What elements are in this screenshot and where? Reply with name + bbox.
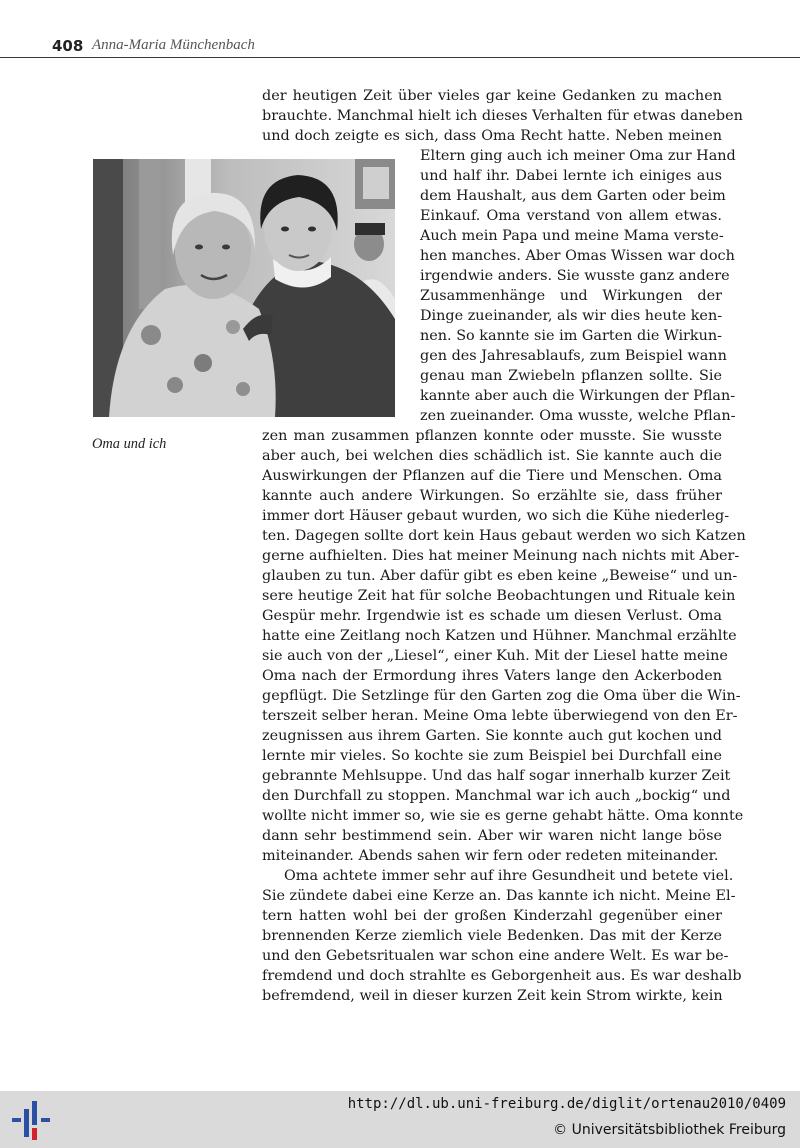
text-line: miteinander. Abends sahen wir fern oder redeten miteinander.: [262, 848, 719, 864]
footer-bar: [0, 1091, 800, 1148]
text-line: fremdend und doch strahlte es Geborgenheit aus. Es war deshalb: [262, 968, 742, 984]
text-line: Auswirkungen der Pflanzen auf die Tiere und Menschen. Oma: [262, 468, 722, 484]
text-line: befremdend, weil in dieser kurzen Zeit kein Strom wirkte, kein: [262, 988, 723, 1004]
text-line: Eltern ging auch ich meiner Oma zur Hand: [420, 148, 736, 164]
page-number: 408: [52, 37, 84, 55]
text-line: den Durchfall zu stoppen. Manchmal war ich auch „bockig“ und: [262, 788, 731, 804]
paragraph-first-line: Oma achtete immer sehr auf ihre Gesundheit und betete viel.: [284, 868, 734, 884]
text-line: gen des Jahresablaufs, zum Beispiel wann: [420, 348, 727, 364]
text-line: glauben zu tun. Aber dafür gibt es eben keine „Beweise“ und un-: [262, 568, 738, 584]
text-line: kannte aber auch die Wirkungen der Pflan-: [420, 388, 736, 404]
text-line: brauchte. Manchmal hielt ich dieses Verhalten für etwas daneben: [262, 108, 743, 124]
text-line: gebrannte Mehlsuppe. Und das half sogar innerhalb kurzer Zeit: [262, 768, 731, 784]
text-line: Gespür mehr. Irgendwie ist es schade um diesen Verlust. Oma: [262, 608, 722, 624]
source-url-link[interactable]: http://dl.ub.uni-freiburg.de/diglit/ortenau2010/0409: [347, 1096, 786, 1112]
text-line: ten. Dagegen sollte dort kein Haus gebaut werden wo sich Katzen: [262, 528, 746, 544]
text-line: und doch zeigte es sich, dass Oma Recht hatte. Neben meinen: [262, 128, 722, 144]
text-line: hatte eine Zeitlang noch Katzen und Hühner. Manchmal erzählte: [262, 628, 737, 644]
text-line: der heutigen Zeit über vieles gar keine Gedanken zu machen: [262, 88, 722, 104]
text-line: terszeit selber heran. Meine Oma lebte überwiegend von den Er-: [262, 708, 738, 724]
text-line: sie auch von der „Liesel“, einer Kuh. Mit der Liesel hatte meine: [262, 648, 728, 664]
text-line: und half ihr. Dabei lernte ich einiges aus: [420, 168, 722, 184]
copyright-notice: © Universitätsbibliothek Freiburg: [553, 1122, 786, 1138]
text-line: zeugnissen aus ihrem Garten. Sie konnte auch gut kochen und: [262, 728, 722, 744]
page-header: [0, 0, 800, 60]
text-line: Zusammenhänge und Wirkungen der: [420, 288, 722, 304]
text-line: wollte nicht immer so, wie sie es gerne gehabt hätte. Oma konnte: [262, 808, 744, 824]
text-line: kannte auch andere Wirkungen. So erzählte sie, dass früher: [262, 488, 722, 504]
text-line: irgendwie anders. Sie wusste ganz andere: [420, 268, 730, 284]
text-line: zen zueinander. Oma wusste, welche Pflan-: [420, 408, 736, 424]
text-line: Dinge zueinander, als wir dies heute ken-: [420, 308, 723, 324]
text-line: hen manches. Aber Omas Wissen war doch: [420, 248, 735, 264]
figure-caption: Oma und ich: [92, 436, 167, 452]
text-line: dann sehr bestimmend sein. Aber wir waren nicht lange böse: [262, 828, 722, 844]
text-line: nen. So kannte sie im Garten die Wirkun-: [420, 328, 723, 344]
text-line: brennenden Kerze ziemlich viele Bedenken. Das mit der Kerze: [262, 928, 722, 944]
text-line: dem Haushalt, aus dem Garten oder beim: [420, 188, 726, 204]
text-line: tern hatten wohl bei der großen Kinderzahl gegenüber einer: [262, 908, 722, 924]
text-line: genau man Zwiebeln pflanzen sollte. Sie: [420, 368, 722, 384]
text-line: Einkauf. Oma verstand von allem etwas.: [420, 208, 722, 224]
text-line: gepflügt. Die Setzlinge für den Garten zog die Oma über die Win-: [262, 688, 741, 704]
text-line: immer dort Häuser gebaut wurden, wo sich die Kühe niederleg-: [262, 508, 730, 524]
ub-freiburg-logo-icon[interactable]: [10, 1097, 52, 1143]
text-line: Auch mein Papa und meine Mama verste-: [420, 228, 724, 244]
text-line: und den Gebetsritualen war schon eine andere Welt. Es war be-: [262, 948, 729, 964]
text-line: Oma nach der Ermordung ihres Vaters lange den Ackerboden: [262, 668, 722, 684]
running-head: Anna-Maria Münchenbach: [92, 37, 255, 53]
header-rule: [0, 57, 800, 58]
text-line: lernte mir vieles. So kochte sie zum Beispiel bei Durchfall eine: [262, 748, 722, 764]
photo-grandmother-and-granddaughter: [93, 159, 395, 417]
text-line: aber auch, bei welchen dies schädlich ist. Sie kannte auch die: [262, 448, 722, 464]
text-line: Sie zündete dabei eine Kerze an. Das kannte ich nicht. Meine El-: [262, 888, 736, 904]
text-line: sere heutige Zeit hat für solche Beobachtungen und Rituale kein: [262, 588, 736, 604]
text-line: zen man zusammen pflanzen konnte oder musste. Sie wusste: [262, 428, 722, 444]
text-line: gerne aufhielten. Dies hat meiner Meinung nach nichts mit Aber-: [262, 548, 740, 564]
